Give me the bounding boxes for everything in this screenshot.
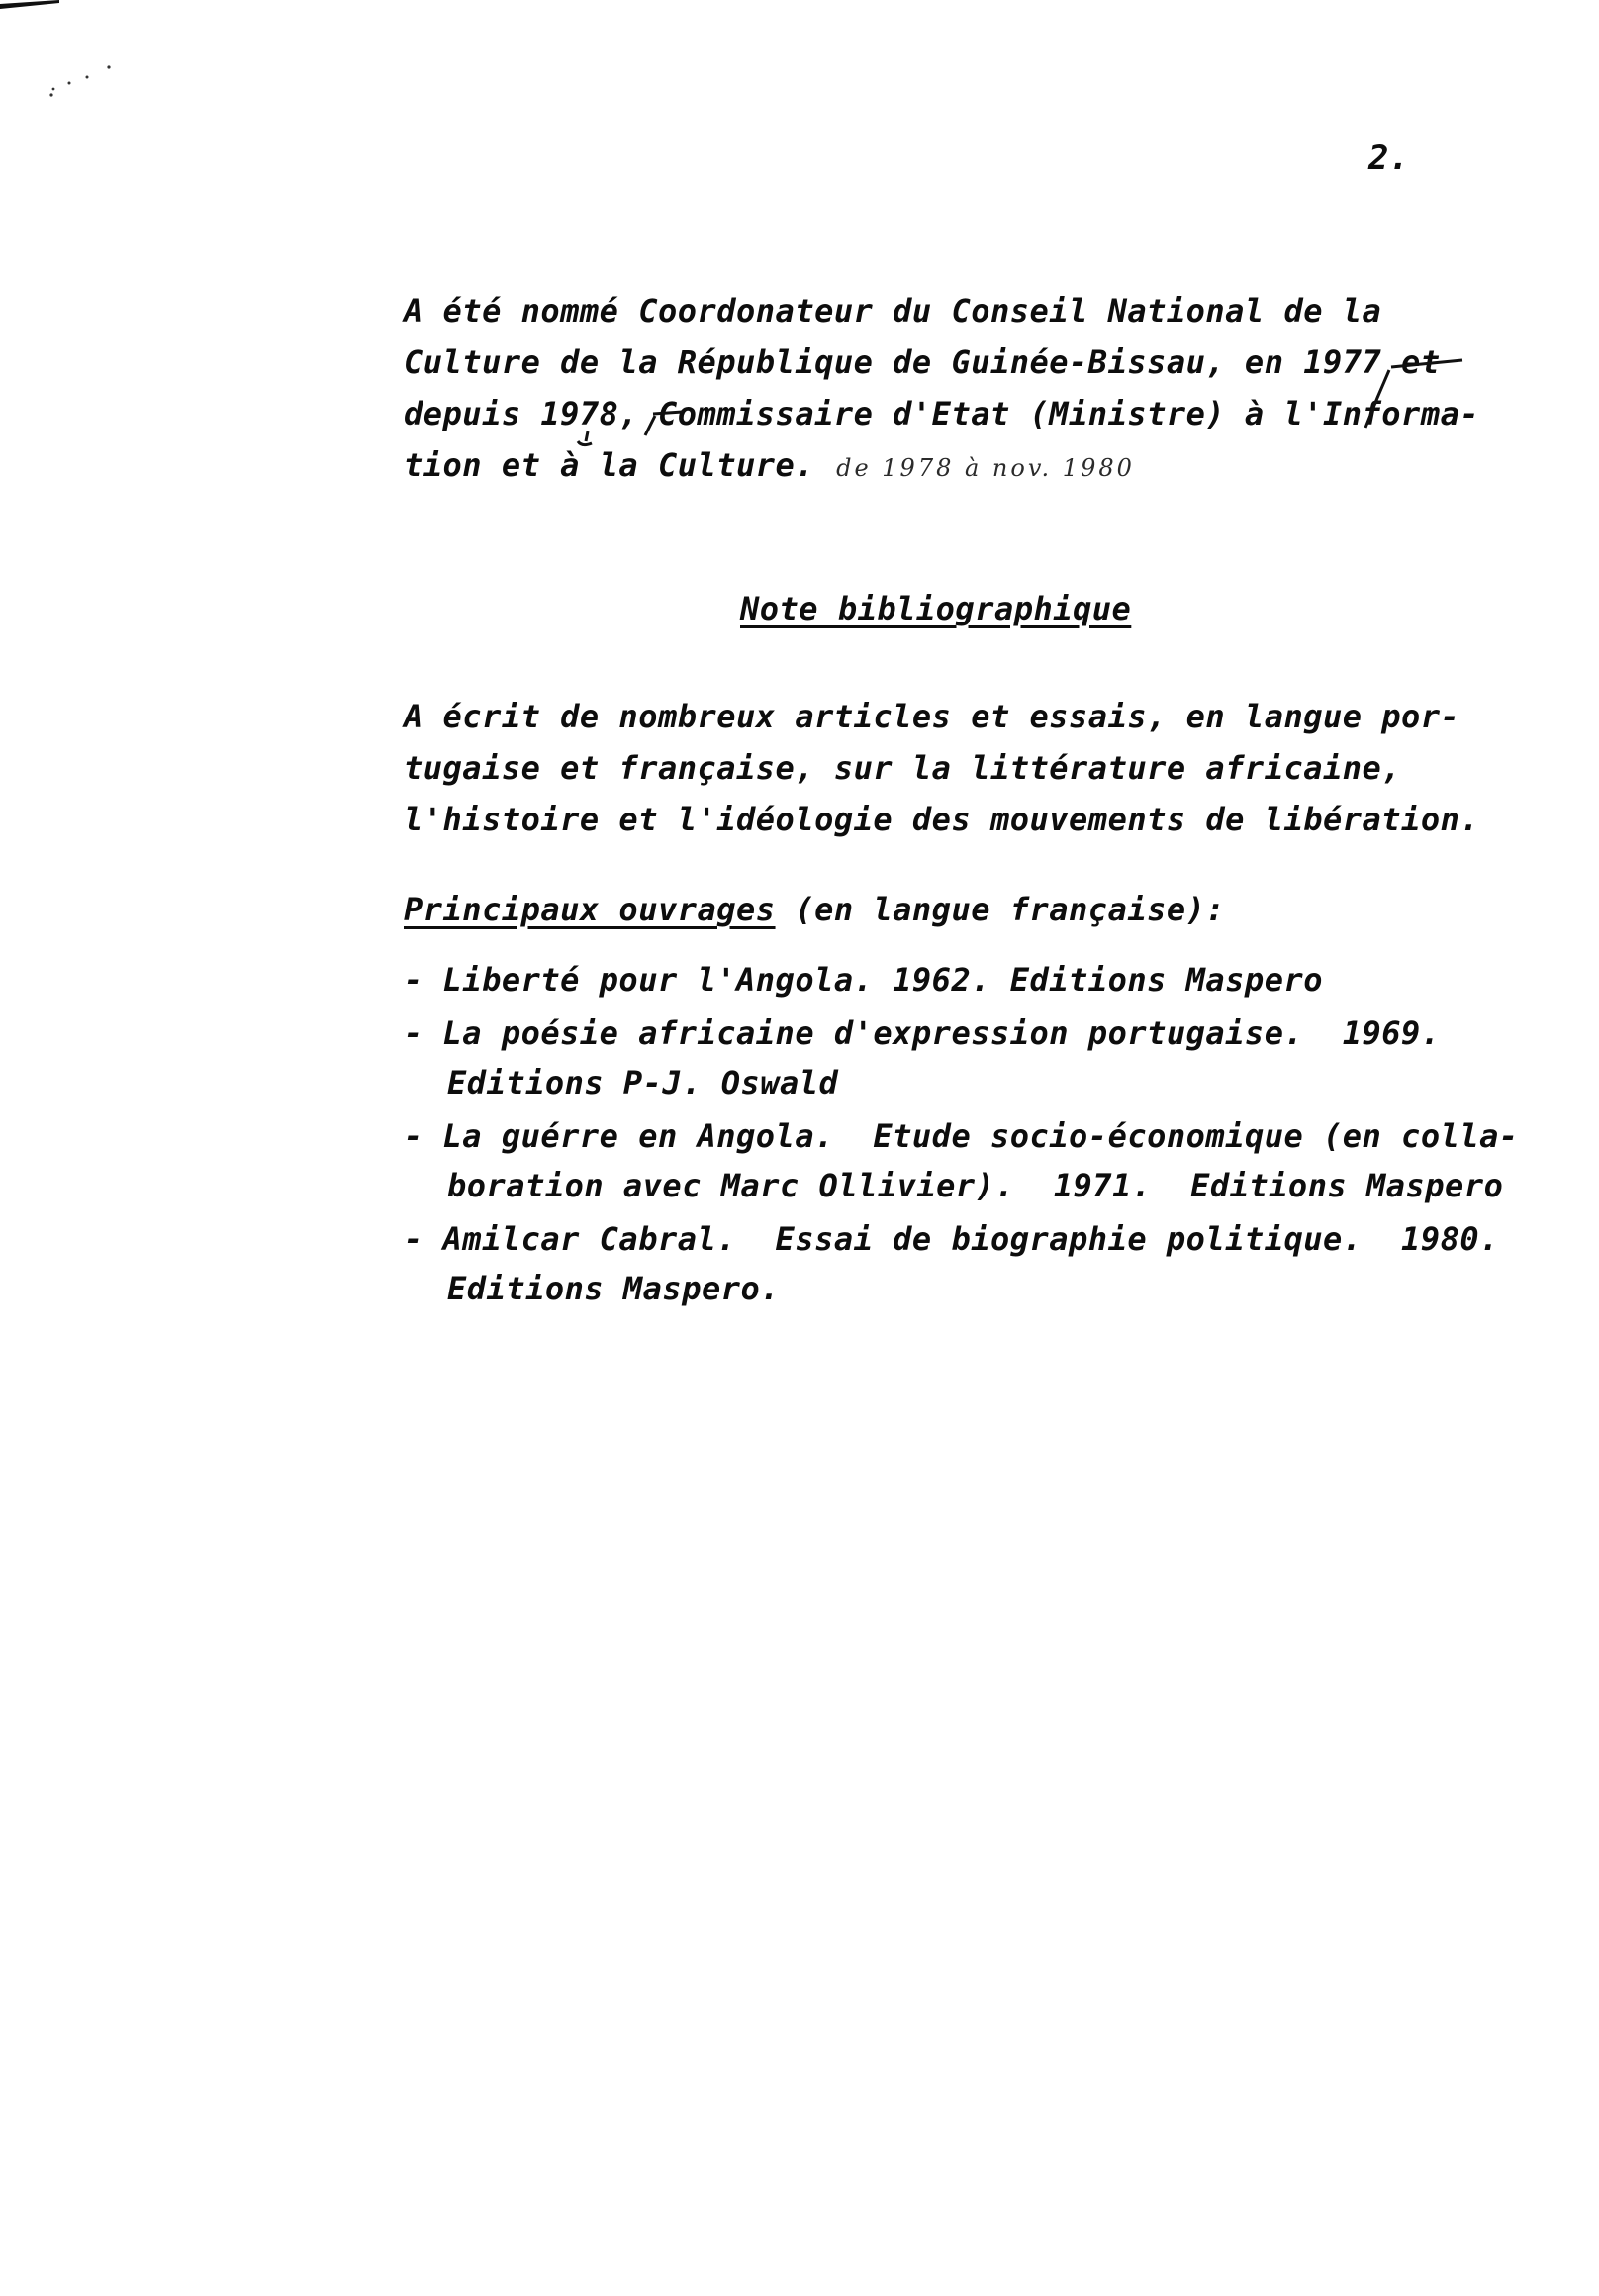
list-item-continuation: boration avec Marc Ollivier). 1971. Editions Maspero <box>447 1167 1504 1204</box>
bio-line: l'histoire et l'idéologie des mouvements de libération. <box>404 801 1480 838</box>
handwritten-note: de 1978 à nov. 1980 <box>836 454 1135 482</box>
list-item: - La poésie africaine d'expression portugaise. 1969. <box>404 1014 1441 1052</box>
intro-line <box>404 441 1135 489</box>
page-number: 2. <box>1368 139 1409 178</box>
bio-line: tugaise et française, sur la littérature africaine, <box>404 749 1402 787</box>
works-heading-underlined: Principaux ouvrages <box>404 891 776 928</box>
list-item-continuation: Editions P-J. Oswald <box>447 1064 839 1101</box>
intro-line: depuis 1978, Commissaire d'Etat (Ministre) à l'Informa- <box>404 395 1480 432</box>
section-title: Note bibliographique <box>740 590 1132 627</box>
intro-line: A été nommé Coordonateur du Conseil National de la <box>404 292 1382 330</box>
scan-specks <box>47 61 127 101</box>
bio-line: A écrit de nombreux articles et essais, en langue por- <box>404 698 1460 735</box>
list-item: - Liberté pour l'Angola. 1962. Editions Maspero <box>404 961 1323 999</box>
works-heading <box>404 891 1225 928</box>
intro-line: Culture de la République de Guinée-Bissau, en 1977 et <box>404 343 1441 381</box>
list-item: - Amilcar Cabral. Essai de biographie politique. 1980. <box>404 1220 1499 1258</box>
works-heading-rest: (en langue française): <box>775 891 1226 928</box>
list-item-continuation: Editions Maspero. <box>447 1270 781 1307</box>
list-item: - La guérre en Angola. Etude socio-économique (en colla- <box>404 1117 1519 1155</box>
intro-line-text: tion et à la Culture. <box>404 446 815 484</box>
scan-corner-mark <box>0 0 59 14</box>
